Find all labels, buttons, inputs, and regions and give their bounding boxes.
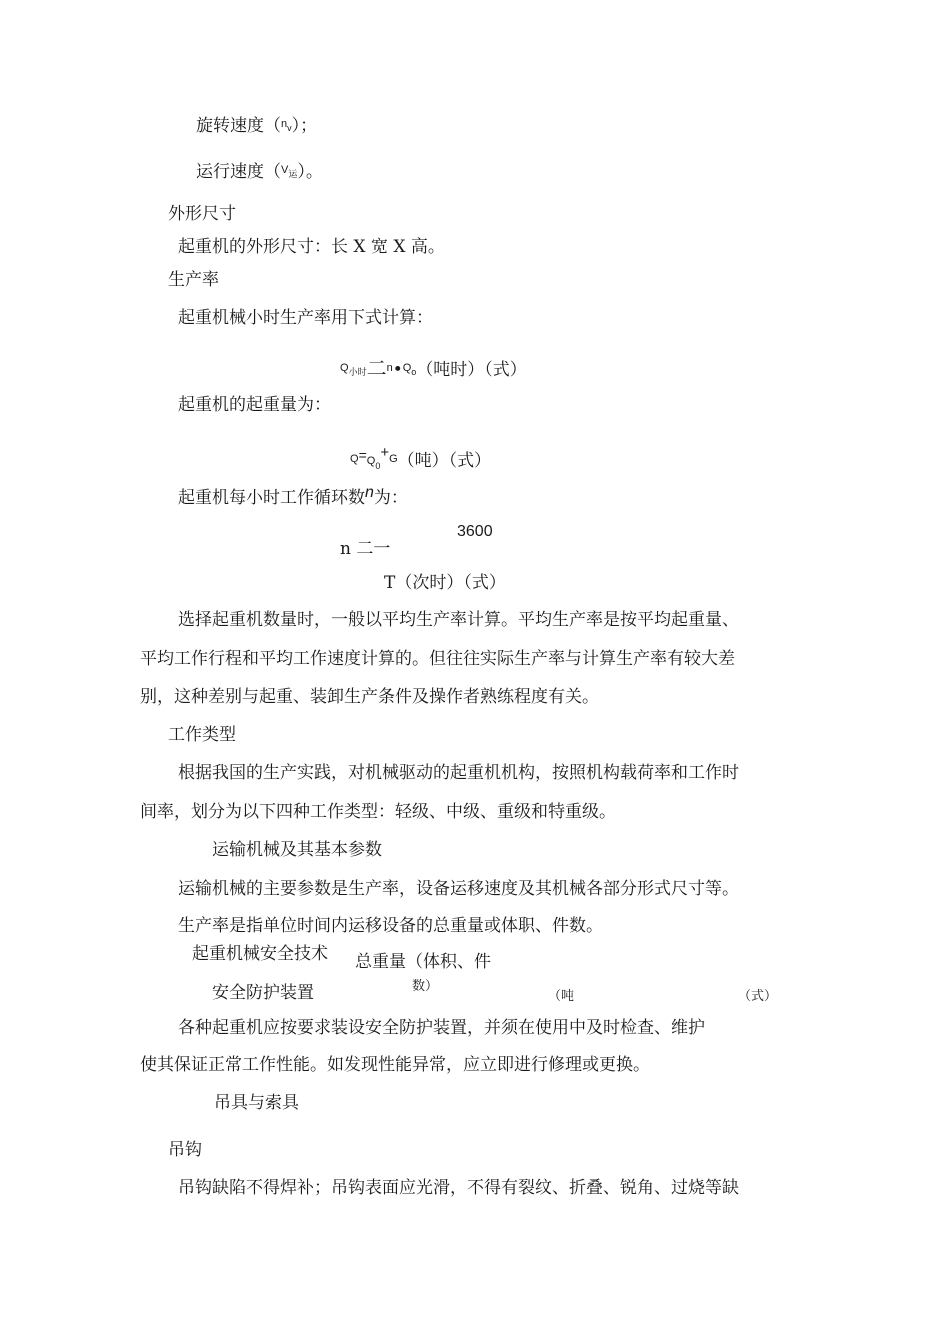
travel-speed-end: ）。 (297, 162, 323, 182)
heading-safety-devices: 安全防护装置 (212, 983, 314, 1003)
heading-transport: 运输机械及其基本参数 (212, 840, 382, 860)
para1-line2: 平均工作行程和平均工作速度计算的。但往往实际生产率与计算生产率有较大差 (140, 649, 735, 669)
formula1-q2: Q (402, 362, 412, 374)
fragment-ton: （吨 (548, 989, 575, 1004)
cycles-symbol: n (365, 484, 374, 501)
transport-text1: 运输机械的主要参数是生产率，设备运移速度及其机械各部分形式尺寸等。 (178, 879, 739, 899)
travel-speed-subscript: 运 (288, 170, 298, 180)
hook-text: 吊钩缺陷不得焊补；吊钩表面应光滑，不得有裂纹、折叠、锐角、过烧等缺 (178, 1178, 739, 1198)
heading-productivity: 生产率 (168, 270, 219, 290)
productivity-intro: 起重机械小时生产率用下式计算： (178, 308, 433, 328)
travel-speed-label: 运行速度（ (196, 162, 281, 182)
rotation-speed-subscript: v (287, 123, 292, 133)
formula1-unit: （吨时）（式） (416, 360, 527, 380)
heading-rigging: 吊具与索具 (214, 1093, 299, 1113)
travel-speed-symbol: V (281, 164, 289, 176)
formula-hourly-productivity (340, 358, 527, 379)
heading-dimensions: 外形尺寸 (168, 204, 236, 224)
rotation-speed-symbol: n (281, 118, 288, 130)
formula1-equals: 二 (366, 356, 387, 380)
heading-safety-tech: 起重机械安全技术 (192, 944, 328, 964)
fragment-eq: （式） (738, 989, 778, 1004)
formula3-lhs: n 二一 (340, 539, 391, 559)
overlay-total-weight: 总重量（体积、件 (355, 952, 491, 972)
para3-line2: 使其保证正常工作性能。如发现性能异常，应立即进行修理或更换。 (140, 1055, 650, 1075)
para1-line3: 别，这种差别与起重、装卸生产条件及操作者熟练程度有关。 (140, 687, 599, 707)
formula1-subscript: 小时 (348, 368, 367, 378)
dimensions-text: 起重机的外形尺寸：长 X 宽 X 高。 (178, 237, 445, 257)
formula-lift-capacity (350, 445, 491, 471)
cycles-intro-end: 为： (373, 488, 408, 508)
para2-line1: 根据我国的生产实践，对机械驱动的起重机机构，按照机构载荷率和工作时 (178, 763, 739, 783)
formula2-q: Q (350, 453, 359, 465)
rotation-speed-line (196, 118, 317, 135)
formula2-q0: Q (366, 455, 376, 467)
formula3-denominator: T（次时）（式） (384, 573, 506, 593)
formula1-dot: • (392, 360, 403, 380)
formula2-equals: = (358, 447, 367, 463)
overlay-count: 数） (412, 979, 439, 994)
formula1-n: n (386, 362, 393, 374)
formula3-numerator: 3600 (457, 523, 493, 540)
formula1-q: Q (340, 362, 349, 374)
formula2-unit: （吨）（式） (397, 451, 492, 471)
rotation-speed-label: 旋转速度（ (196, 116, 281, 136)
cycles-intro-text: 起重机每小时工作循环数 (178, 488, 365, 508)
para2-line2: 间率，划分为以下四种工作类型：轻级、中级、重级和特重级。 (140, 802, 616, 822)
formula2-plus: + (380, 444, 390, 461)
transport-text2: 生产率是指单位时间内运移设备的总重量或体职、件数。 (178, 916, 603, 936)
formula1-subscript2: o (411, 367, 417, 377)
formula2-g: G (389, 453, 398, 465)
rotation-speed-end: ）； (291, 116, 318, 136)
para1-line1: 选择起重机数量时，一般以平均生产率计算。平均生产率是按平均起重量、 (178, 610, 739, 630)
para3-line1: 各种起重机应按要求装设安全防护装置，并须在使用中及时检查、维护 (178, 1018, 705, 1038)
cycles-intro (178, 485, 408, 507)
formula2-subscript: 0 (375, 461, 381, 471)
travel-speed-line (196, 164, 323, 181)
heading-work-type: 工作类型 (168, 725, 236, 745)
lift-capacity-intro: 起重机的起重量为： (178, 395, 331, 415)
heading-hook: 吊钩 (168, 1140, 202, 1160)
